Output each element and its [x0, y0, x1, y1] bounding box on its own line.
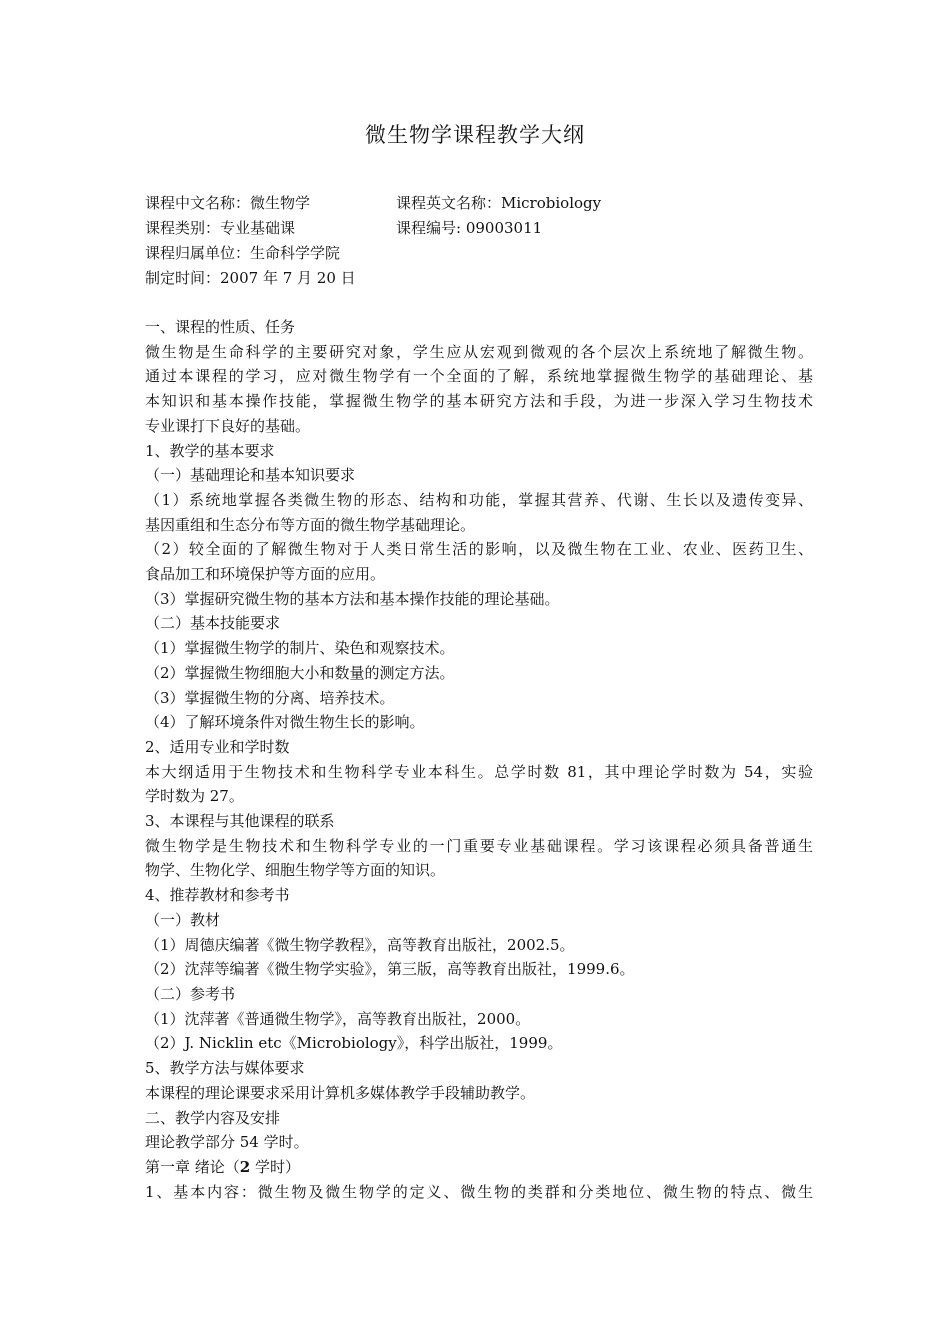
body-line: 本大纲适用于生物技术和生物科学专业本科生。总学时数 81，其中理论学时数为 54，实验: [145, 762, 813, 781]
body-line: 1、教学的基本要求: [145, 441, 275, 460]
meta-cn-name: 课程中文名称：微生物学: [145, 194, 311, 212]
body-line: （3）掌握研究微生物的基本方法和基本操作技能的理论基础。: [145, 589, 560, 608]
chapter-heading: [145, 1155, 813, 1180]
body-line: 3、本课程与其他课程的联系: [145, 812, 335, 831]
meta-course-code: 课程编号: 09003011: [396, 219, 543, 237]
meta-row: [145, 241, 815, 266]
body-line: （3）掌握微生物的分离、培养技术。: [145, 688, 395, 707]
body-line: （1）沈萍著《普通微生物学》，高等教育出版社，2000。: [145, 1009, 531, 1028]
body-line: 2、适用专业和学时数: [145, 737, 290, 756]
meta-row: [145, 191, 815, 216]
body-line: （2）J. Nicklin etc《Microbiology》，科学出版社，1999。: [145, 1034, 563, 1053]
body-line: （4）了解环境条件对微生物生长的影响。: [145, 713, 425, 732]
body-line: 一、课程的性质、任务: [145, 318, 296, 336]
meta-row: [145, 216, 815, 241]
body-line: 学时数为 27。: [145, 787, 244, 806]
body-line: （一）教材: [145, 910, 221, 929]
body-line: 4、推荐教材和参考书: [145, 886, 290, 905]
body-line: 理论教学部分 54 学时。: [145, 1133, 309, 1152]
course-meta: [145, 191, 815, 291]
body-line: 本知识和基本操作技能，掌握微生物学的基本研究方法和手段，为进一步深入学习生物技术: [145, 392, 813, 411]
body-line: 5、教学方法与媒体要求: [145, 1059, 305, 1078]
body-line: 微生物是生命科学的主要研究对象，学生应从宏观到微观的各个层次上系统地了解微生物。: [145, 342, 813, 361]
body-line: （2）掌握微生物细胞大小和数量的测定方法。: [145, 663, 455, 682]
body-line: （1）掌握微生物学的制片、染色和观察技术。: [145, 639, 455, 658]
meta-department: 课程归属单位：生命科学学院: [145, 244, 341, 262]
document-title: 微生物学课程教学大纲: [365, 123, 585, 147]
document-body: [145, 315, 813, 1204]
meta-empty: [396, 266, 815, 291]
chapter-heading-suffix: 学时）: [250, 1157, 300, 1176]
meta-en-name: 课程英文名称：Microbiology: [396, 194, 602, 212]
meta-category: 课程类别：专业基础课: [145, 219, 296, 237]
body-line: 物学、生物化学、细胞生物学等方面的知识。: [145, 861, 446, 880]
body-line: 基因重组和生态分布等方面的微生物学基础理论。: [145, 515, 476, 534]
body-line: （一）基础理论和基本知识要求: [145, 466, 356, 485]
meta-date: 制定时间：2007 年 7 月 20 日: [145, 269, 356, 287]
body-line: 微生物学是生物技术和生物科学专业的一门重要专业基础课程。学习该课程必须具备普通生: [145, 836, 813, 855]
body-line: （二）基本技能要求: [145, 614, 281, 633]
body-line: （二）参考书: [145, 984, 236, 1003]
body-line: （2）较全面的了解微生物对于人类日常生活的影响，以及微生物在工业、农业、医药卫生、: [145, 540, 813, 559]
meta-row: [145, 266, 815, 291]
body-line: （1）周德庆编著《微生物学教程》，高等教育出版社，2002.5。: [145, 935, 575, 954]
body-line: 通过本课程的学习，应对微生物学有一个全面的了解，系统地掌握微生物学的基础理论、基: [145, 367, 813, 386]
body-line: 专业课打下良好的基础。: [145, 416, 311, 435]
chapter-heading-prefix: 第一章 绪论（: [145, 1157, 240, 1176]
body-line: （1）系统地掌握各类微生物的形态、结构和功能，掌握其营养、代谢、生长以及遗传变异、: [145, 490, 813, 509]
body-line: 本课程的理论课要求采用计算机多媒体教学手段辅助教学。: [145, 1083, 536, 1102]
meta-empty: [396, 241, 815, 266]
body-line: 二、教学内容及安排: [145, 1108, 281, 1127]
body-line: （2）沈萍等编著《微生物学实验》，第三版，高等教育出版社，1999.6。: [145, 960, 635, 979]
body-line: 食品加工和环境保护等方面的应用。: [145, 565, 386, 584]
chapter-hours-number: 2: [239, 1157, 251, 1176]
body-line: 1、基本内容：微生物及微生物学的定义、微生物的类群和分类地位、微生物的特点、微生: [145, 1182, 813, 1201]
